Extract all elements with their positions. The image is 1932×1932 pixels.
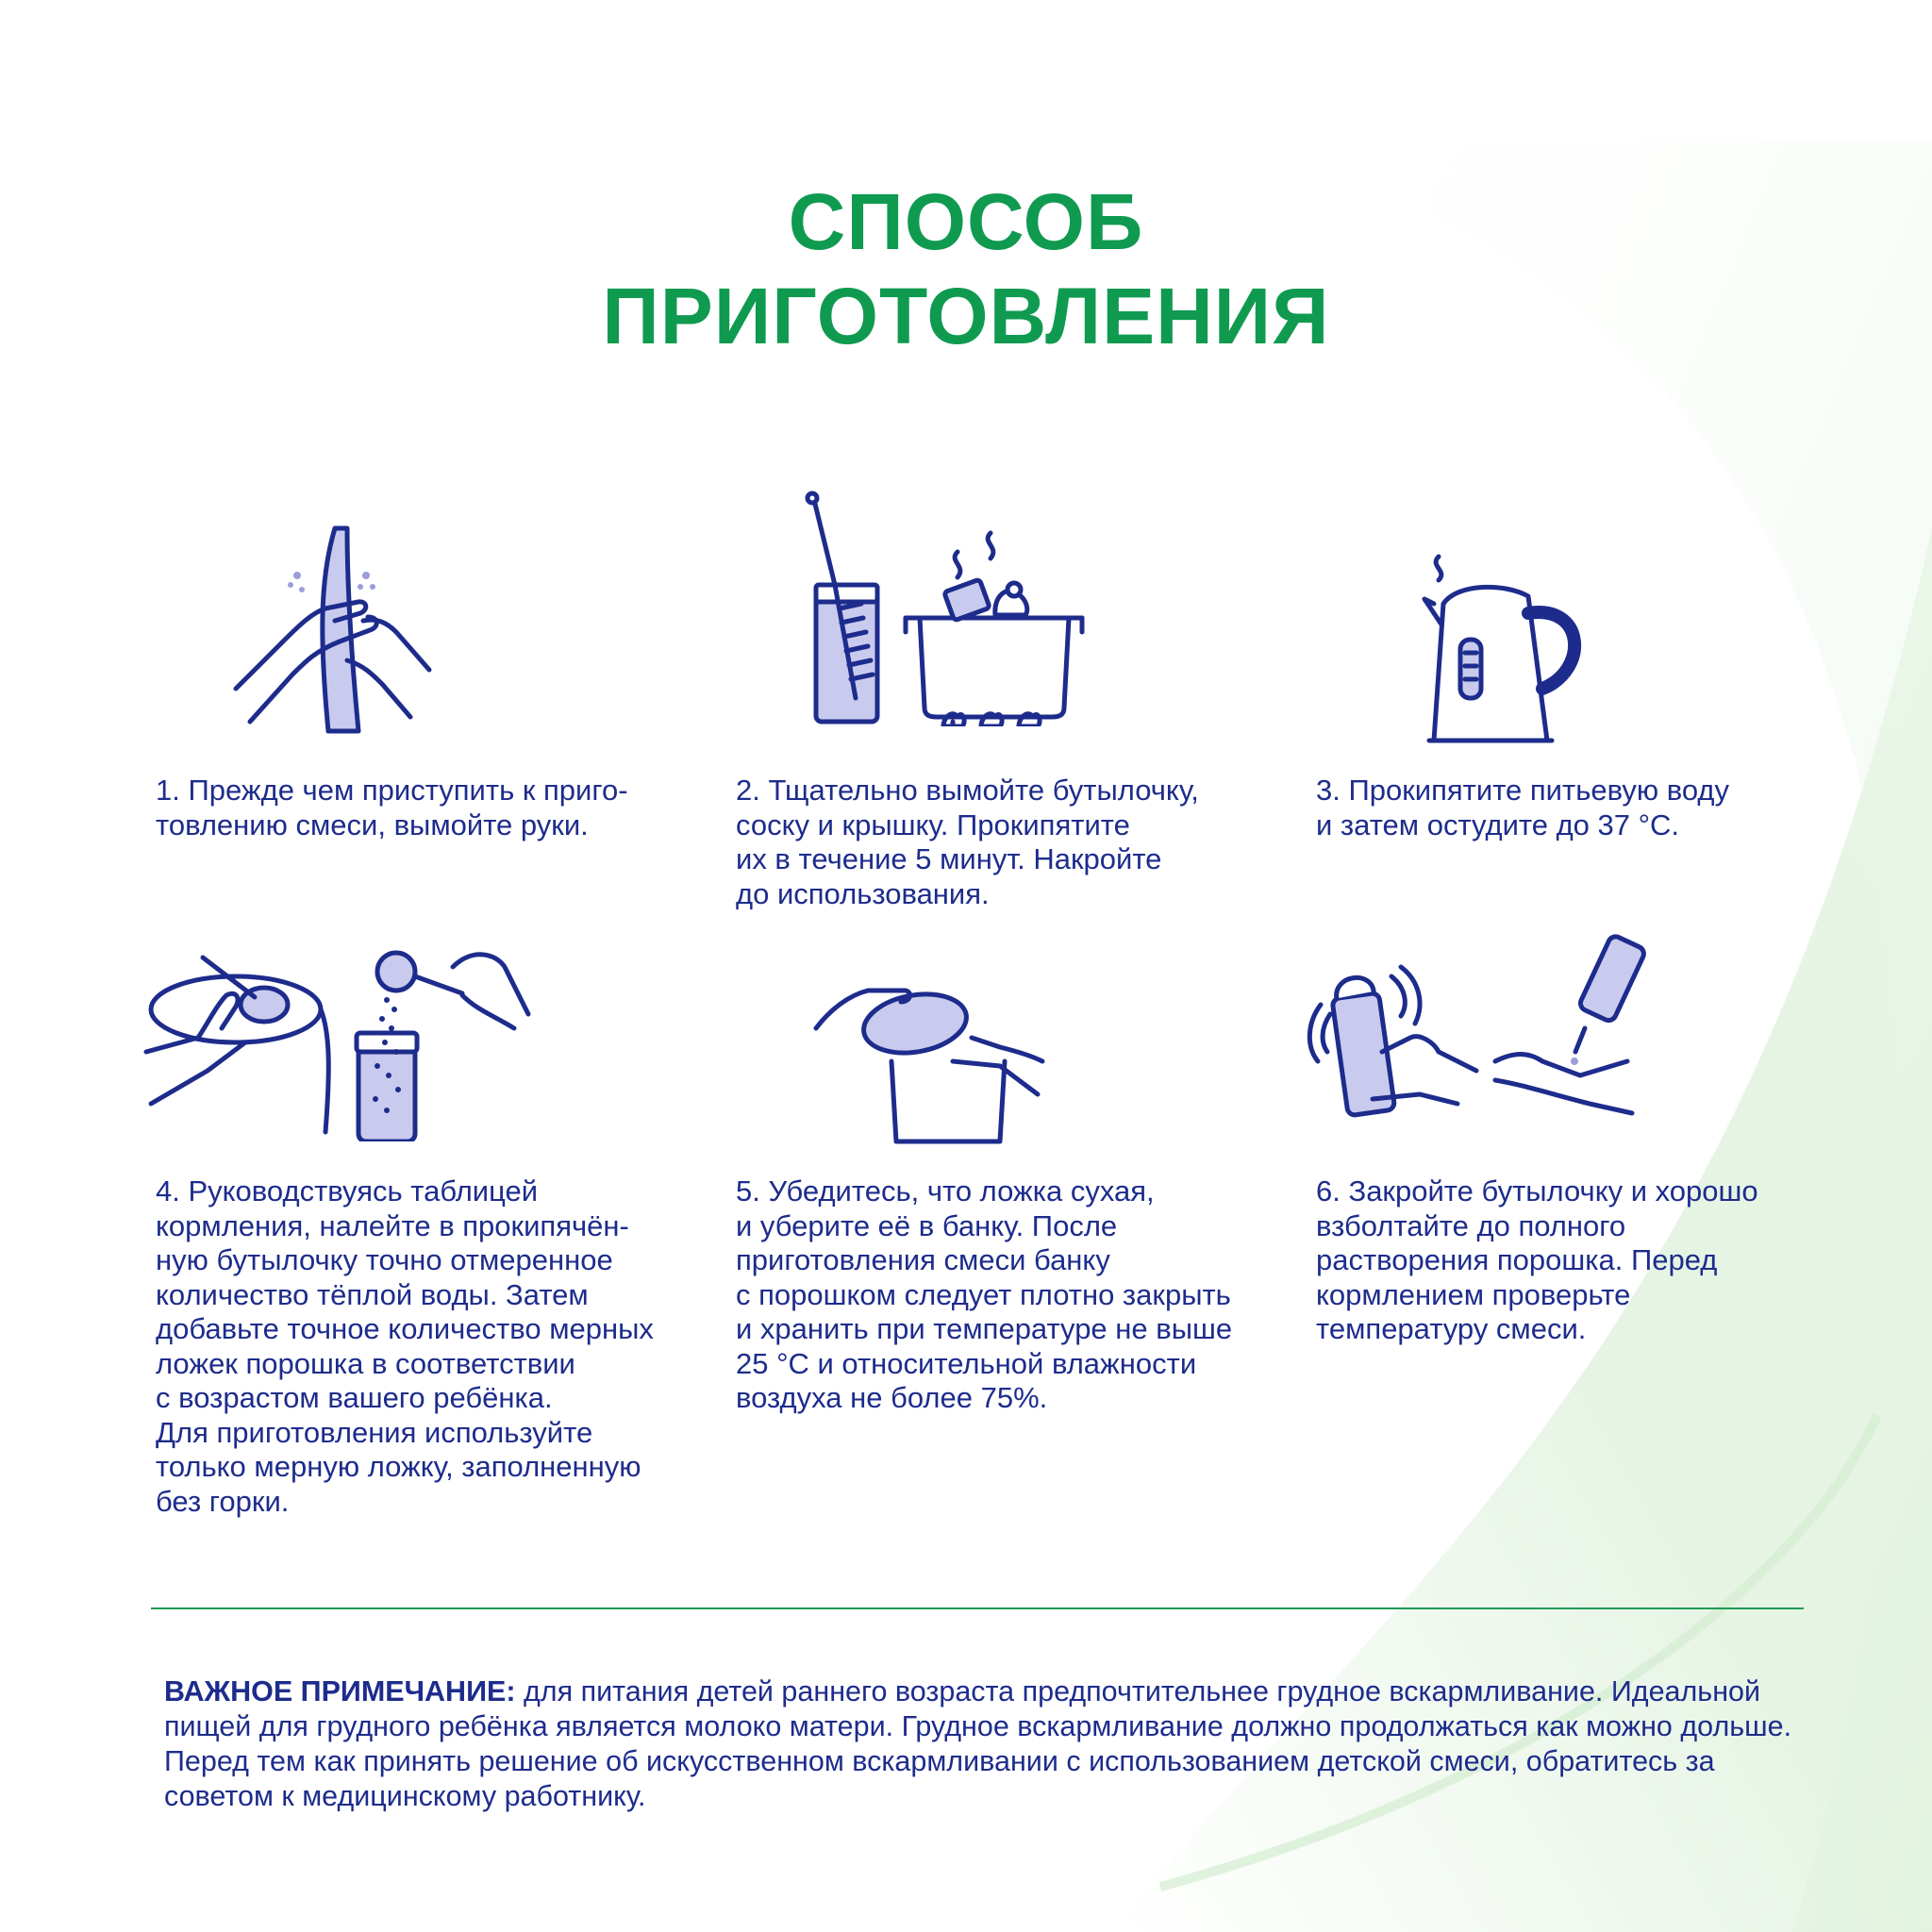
- page-title-line-1: СПОСОБ: [788, 177, 1144, 266]
- step-4-text: 4. Руководствуясь таблицей кормления, налейте в прокипячён- ную бутылочку точно отмеренное количество тёплой воды. Затем добавьте точное количество мерных ложек порошка в соответствии с возрастом вашего ребёнка. Для приготовления используйте только мерную ложку, заполненную без горки.: [156, 1174, 654, 1518]
- page-title-line-2: ПРИГОТОВЛЕНИЯ: [602, 272, 1330, 360]
- step-5-text: 5. Убедитесь, что ложка сухая, и уберите её в банку. После приготовления смеси банку с порошком следует плотно закрыть и хранить при температуре не выше 25 °С и относительной влажности воздуха не более 75%.: [736, 1174, 1233, 1414]
- step-3-text: 3. Прокипятите питьевую воду и затем остудите до 37 °С.: [1316, 774, 1730, 841]
- hand-washing-icon: [226, 519, 443, 736]
- can-lid-closing-icon: [811, 972, 1047, 1146]
- important-note: [164, 1674, 1824, 1814]
- page-title: [0, 175, 1932, 363]
- measuring-spoon-powder-bottle-icon: [142, 939, 538, 1141]
- important-note-text: для питания детей раннего возраста предпочтительнее грудное вскармливание. Идеальной пищей для грудного ребёнка является молоко матери. Грудное вскармливание должно продолжаться как можно дольше. Перед тем как принять решение об искусственном вскармливании с использованием детской смеси, обратитесь за советом к медицинскому работнику.: [164, 1675, 1792, 1812]
- step-2-text: 2. Тщательно вымойте бутылочку, соску и крышку. Прокипятите их в течение 5 минут. Накройте до использования.: [736, 774, 1199, 910]
- step-1-text: 1. Прежде чем приступить к приго- товлению смеси, вымойте руки.: [156, 774, 628, 841]
- important-note-label: ВАЖНОЕ ПРИМЕЧАНИЕ:: [164, 1675, 516, 1707]
- kettle-icon: [1415, 547, 1604, 745]
- step-6-text: 6. Закройте бутылочку и хорошо взболтайте до полного растворения порошка. Перед кормлением проверьте температуру смеси.: [1316, 1174, 1758, 1345]
- bottle-brush-boiling-pot-icon: [788, 491, 1099, 726]
- shake-bottle-test-temperature-icon: [1307, 920, 1656, 1146]
- section-divider: [151, 1607, 1804, 1609]
